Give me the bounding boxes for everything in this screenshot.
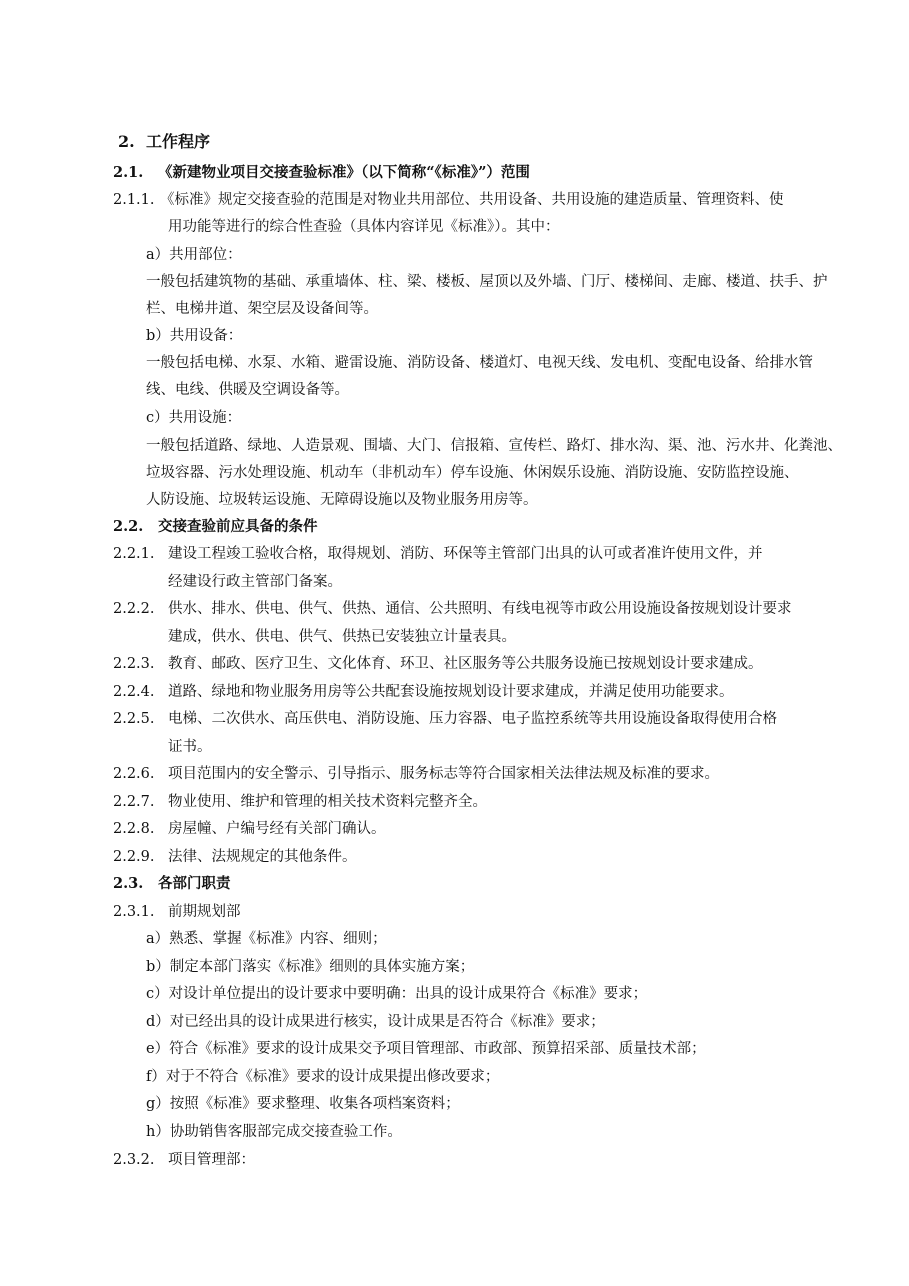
item-2-2-5-line2: 证书。 [168, 739, 212, 755]
item-2-2-4-number: 2.2.4. [113, 684, 155, 700]
item-2-2-2-line2: 建成，供水、供电、供气、供热已安装独立计量表具。 [168, 629, 516, 645]
item-2-2-5-number: 2.2.5. [113, 711, 155, 727]
item-2-1-1-line1: 《标准》规定交接查验的范围是对物业共用部位、共用设备、共用设施的建造质量、管理资料、使 [160, 192, 784, 208]
item-2-2-9-number: 2.2.9. [113, 849, 155, 865]
shared-parts-line1: 一般包括建筑物的基础、承重墙体、柱、梁、楼板、屋顶以及外墙、门厅、楼梯间、走廊、楼道、扶手、护 [146, 274, 828, 290]
list-item: d）对已经出具的设计成果进行核实，设计成果是否符合《标准》要求； [146, 1014, 605, 1030]
item-2-3-1-title: 前期规划部 [168, 904, 241, 920]
list-item: f）对于不符合《标准》要求的设计成果提出修改要求； [146, 1069, 500, 1085]
section-2-3-title: 各部门职责 [158, 875, 231, 892]
section-2-3-number: 2.3. [113, 875, 144, 892]
item-2-3-2-title: 项目管理部： [168, 1152, 255, 1168]
section-2-1-number: 2.1. [113, 164, 144, 181]
item-2-2-7-line1: 物业使用、维护和管理的相关技术资料完整齐全。 [168, 794, 487, 810]
shared-parts-line2: 栏、电梯井道、架空层及设备间等。 [146, 301, 378, 317]
item-2-1-1-number: 2.1.1. [113, 192, 155, 208]
section-2-2-title: 交接查验前应具备的条件 [158, 518, 318, 535]
shared-parts-label: a）共用部位： [146, 247, 242, 263]
item-2-2-9-line1: 法律、法规规定的其他条件。 [168, 849, 357, 865]
list-item: c）对设计单位提出的设计要求中要明确：出具的设计成果符合《标准》要求； [146, 986, 648, 1002]
item-2-2-5-line1: 电梯、二次供水、高压供电、消防设施、压力容器、电子监控系统等共用设施设备取得使用合格 [168, 711, 777, 727]
item-2-2-6-line1: 项目范围内的安全警示、引导指示、服务标志等符合国家相关法律法规及标准的要求。 [168, 766, 719, 782]
shared-facilities-line1: 一般包括道路、绿地、人造景观、围墙、大门、信报箱、宣传栏、路灯、排水沟、渠、池、污水井、化粪池、 [146, 438, 842, 454]
item-2-2-6-number: 2.2.6. [113, 766, 155, 782]
section-2-2-number: 2.2. [113, 518, 144, 535]
shared-facilities-line3: 人防设施、垃圾转运设施、无障碍设施以及物业服务用房等。 [146, 492, 538, 508]
list-item: g）按照《标准》要求整理、收集各项档案资料； [146, 1096, 460, 1112]
section-2-1-title: 《新建物业项目交接查验标准》（以下简称“《标准》”）范围 [158, 164, 530, 181]
item-2-2-4-line1: 道路、绿地和物业服务用房等公共配套设施按规划设计要求建成，并满足使用功能要求。 [168, 684, 734, 700]
item-2-3-2-number: 2.3.2. [113, 1152, 155, 1168]
section-2-number: 2. [118, 132, 135, 151]
item-2-3-1-number: 2.3.1. [113, 904, 155, 920]
item-2-2-1-line1: 建设工程竣工验收合格，取得规划、消防、环保等主管部门出具的认可或者准许使用文件，并 [168, 546, 763, 562]
shared-equipment-line2: 线、电线、供暖及空调设备等。 [146, 382, 349, 398]
item-2-2-1-number: 2.2.1. [113, 546, 155, 562]
list-item: a）熟悉、掌握《标准》内容、细则； [146, 931, 387, 947]
shared-facilities-line2: 垃圾容器、污水处理设施、机动车（非机动车）停车设施、休闲娱乐设施、消防设施、安防监控设施、 [146, 465, 799, 481]
shared-equipment-label: b）共用设备： [146, 328, 243, 344]
item-2-2-3-line1: 教育、邮政、医疗卫生、文化体育、环卫、社区服务等公共服务设施已按规划设计要求建成。 [168, 656, 763, 672]
item-2-2-3-number: 2.2.3. [113, 656, 155, 672]
item-2-2-8-line1: 房屋幢、户编号经有关部门确认。 [168, 821, 386, 837]
item-2-2-1-line2: 经建设行政主管部门备案。 [168, 574, 342, 590]
shared-equipment-line1: 一般包括电梯、水泵、水箱、避雷设施、消防设备、楼道灯、电视天线、发电机、变配电设备、给排水管 [146, 355, 813, 371]
item-2-1-1-line2: 用功能等进行的综合性查验（具体内容详见《标准》）。其中： [168, 219, 560, 235]
list-item: e）符合《标准》要求的设计成果交予项目管理部、市政部、预算招采部、质量技术部； [146, 1041, 706, 1057]
item-2-2-7-number: 2.2.7. [113, 794, 155, 810]
section-2-title: 工作程序 [146, 132, 211, 151]
shared-facilities-label: c）共用设施： [146, 410, 242, 426]
item-2-2-2-line1: 供水、排水、供电、供气、供热、通信、公共照明、有线电视等市政公用设施设备按规划设计要求 [168, 601, 792, 617]
list-item: h）协助销售客服部完成交接查验工作。 [146, 1124, 402, 1140]
item-2-2-2-number: 2.2.2. [113, 601, 155, 617]
list-item: b）制定本部门落实《标准》细则的具体实施方案； [146, 959, 475, 975]
item-2-2-8-number: 2.2.8. [113, 821, 155, 837]
